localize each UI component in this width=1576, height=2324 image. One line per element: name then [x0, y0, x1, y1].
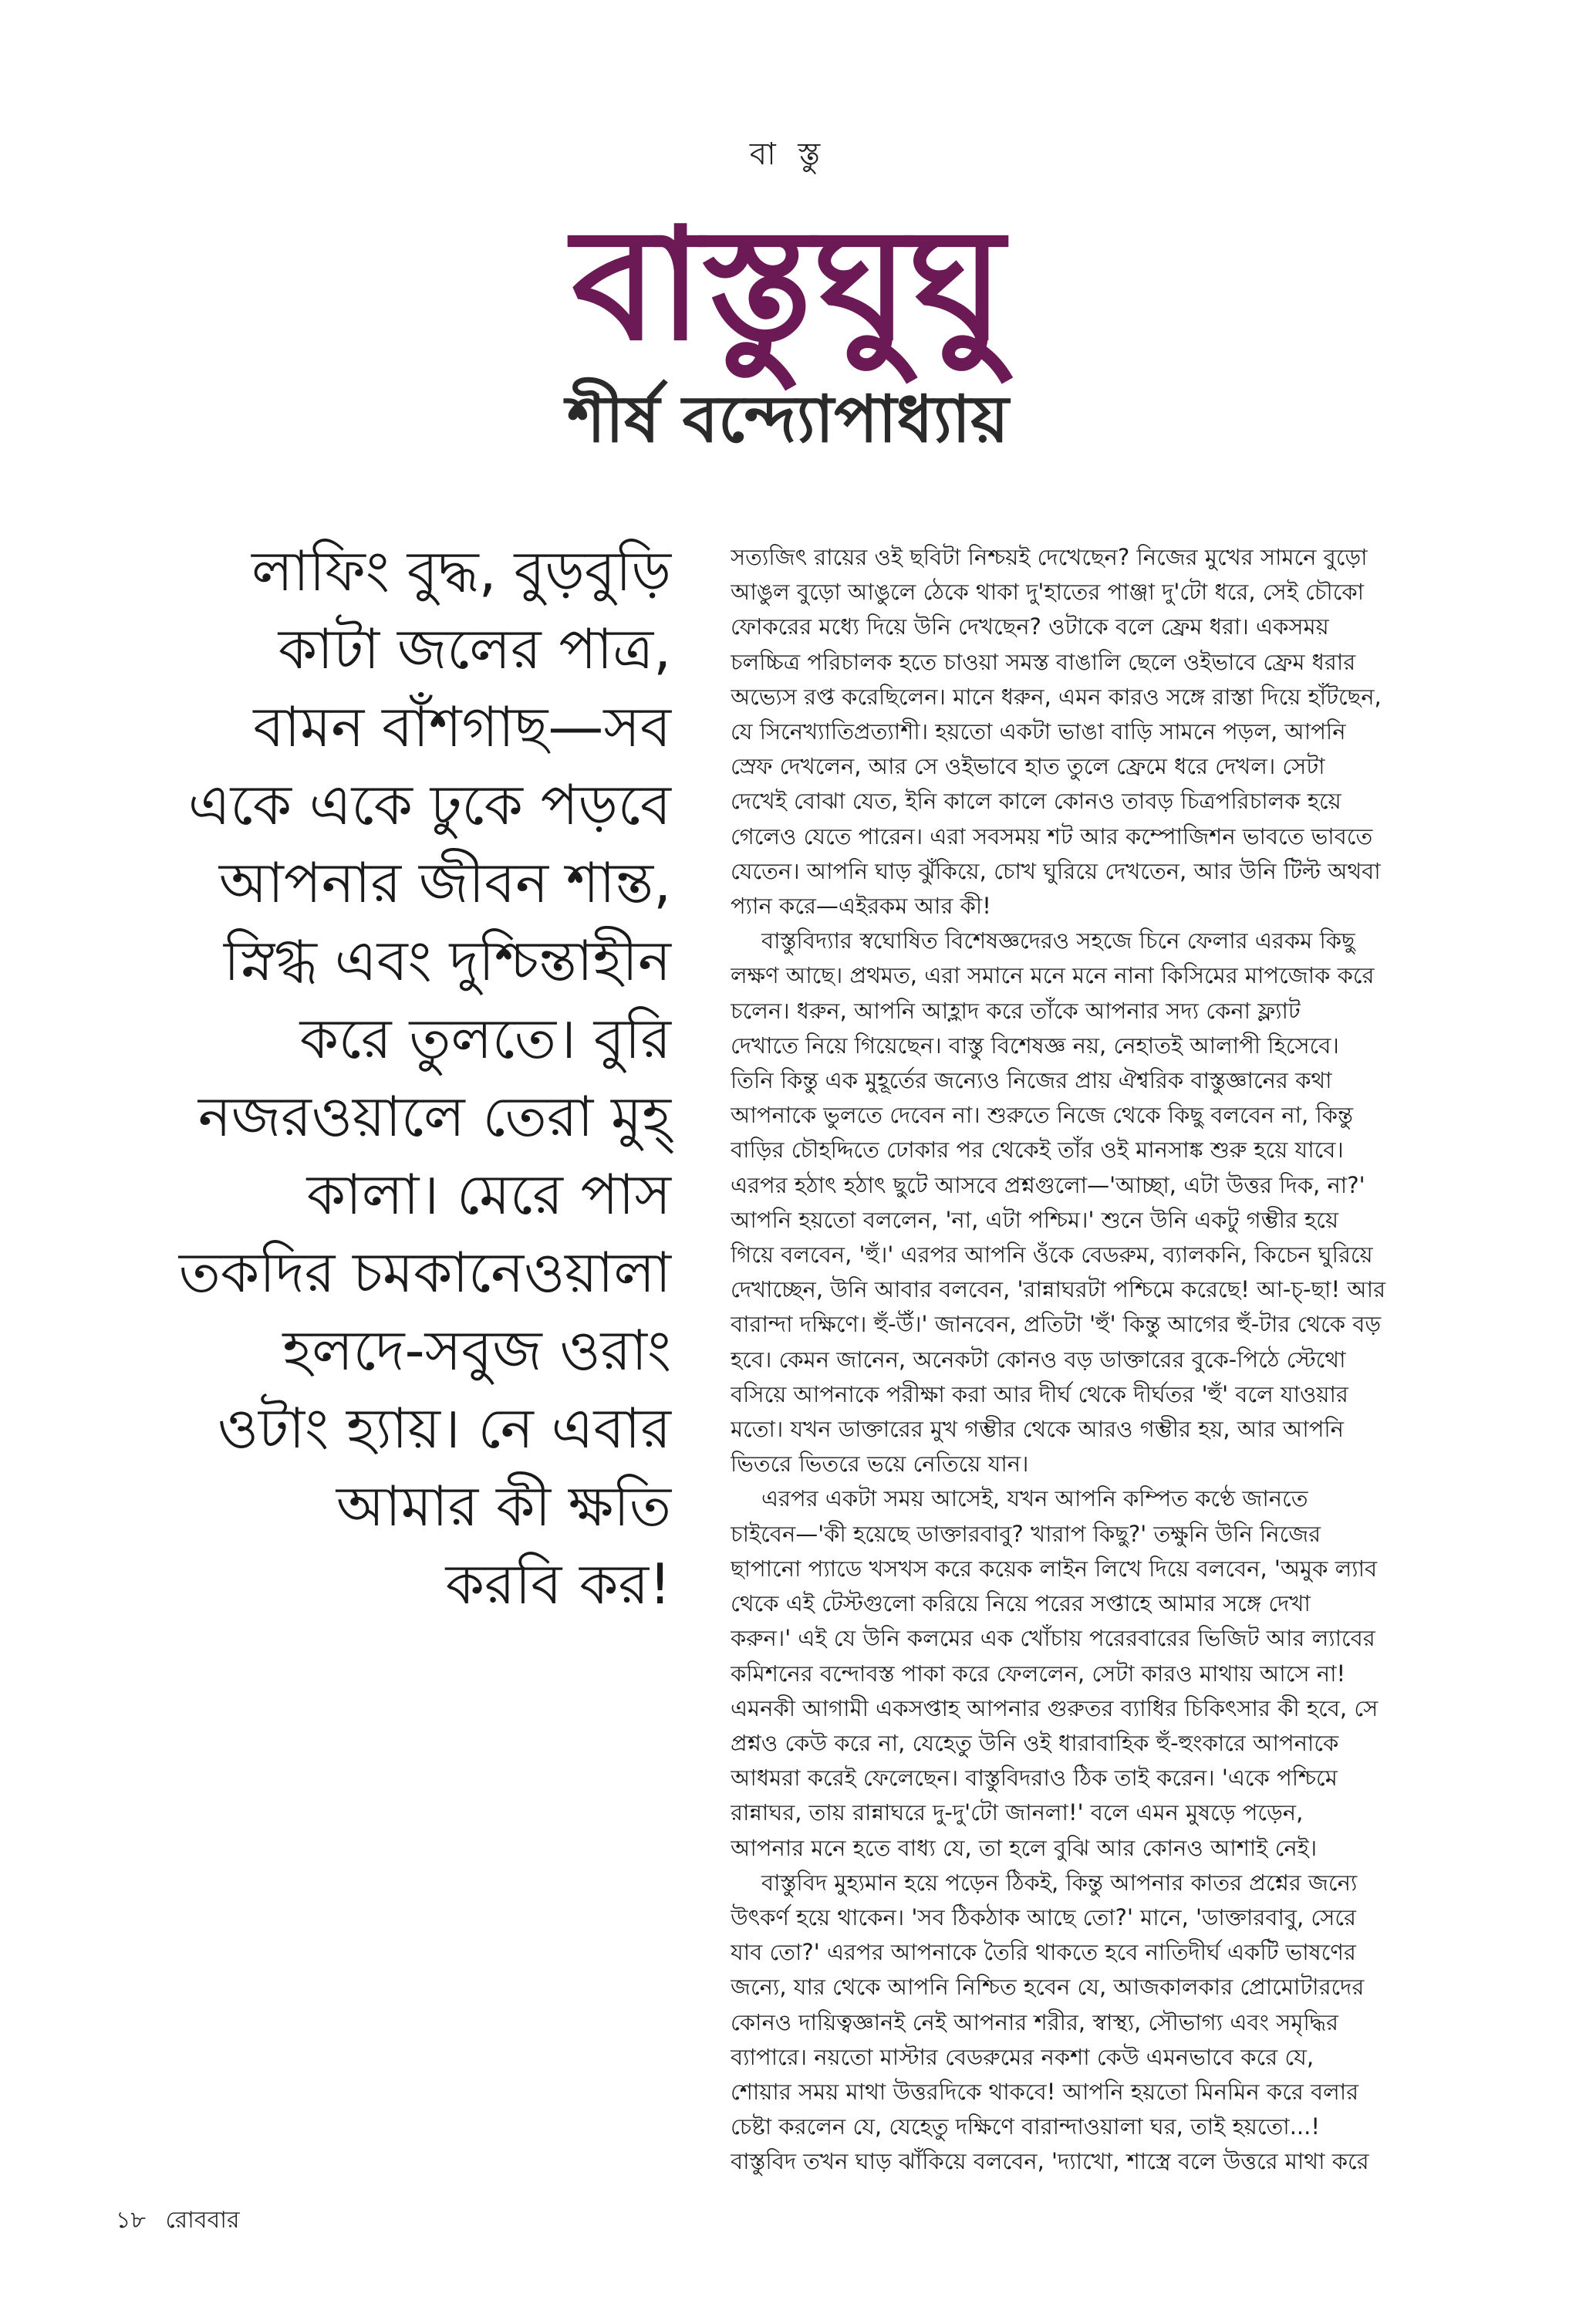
body-line: আপনি হয়তো বললেন, 'না, এটা পশ্চিম।' শুনে উনি একটু গম্ভীর হয়ে: [731, 1206, 1339, 1233]
body-line: মতো। যখন ডাক্তারের মুখ গম্ভীর থেকে আরও গম্ভীর হয়, আর আপনি: [731, 1416, 1344, 1443]
body-line: বসিয়ে আপনাকে পরীক্ষা করা আর দীর্ঘ থেকে দীর্ঘতর 'হুঁ' বলে যাওয়ার: [731, 1380, 1348, 1407]
body-line: এমনকী আগামী একসপ্তাহ আপনার গুরুতর ব্যাধির চিকিৎসার কী হবে, সে: [731, 1694, 1379, 1721]
body-line: দেখাতে নিয়ে গিয়েছেন। বাস্তু বিশেষজ্ঞ নয়, নেহাতই আলাপী হিসেবে।: [731, 1032, 1339, 1059]
body-line: ব্যাপারে। নয়তো মাস্টার বেডরুমের নকশা কেউ এমনভাবে করে যে,: [731, 2043, 1314, 2070]
body-line: চেষ্টা করলেন যে, যেহেতু দক্ষিণে বারান্দাওয়ালা ঘর, তাই হয়তো...!: [731, 2113, 1320, 2140]
body-line: করুন।' এই যে উনি কলমের এক খোঁচায় পরেরবারের ভিজিট আর ল্যাবের: [731, 1625, 1375, 1652]
pull-quote-line: করবি কর!: [445, 1552, 671, 1616]
section-label: বা স্তু: [749, 137, 827, 172]
pull-quote-line: ওটাং হ্যায়। নে এবার: [217, 1396, 671, 1461]
pull-quote-line: বামন বাঁশগাছ—সব: [253, 694, 671, 759]
article-title: বাস্তুঘুঘু: [572, 195, 1004, 375]
pull-quote-line: কাটা জলের পাত্র,: [278, 616, 671, 681]
body-line: বাস্তুবিদ তখন ঘাড় ঝাঁকিয়ে বলবেন, 'দ্যাখো, শাস্ত্রে বলে উত্তরে মাথা করে: [731, 2148, 1369, 2175]
paragraph-start-line: বাস্তুবিদ মুহ্যমান হয়ে পড়েন ঠিকই, কিন্তু আপনার কাতর প্রশ্নের জন্যে: [761, 1869, 1358, 1896]
body-line: কমিশনের বন্দোবস্ত পাকা করে ফেললেন, সেটা কারও মাথায় আসে না!: [731, 1660, 1346, 1687]
body-line: প্যান করে—এইরকম আর কী!: [731, 893, 991, 920]
author-byline: শীর্ষ বন্দ্যোপাধ্যায়: [567, 381, 1009, 457]
body-line: রান্নাঘর, তায় রান্নাঘরে দু-দু'টো জানলা!' বলে এমন মুষড়ে পড়েন,: [731, 1799, 1304, 1826]
body-line: থেকে এই টেস্টগুলো করিয়ে নিয়ে পরের সপ্তাহে আমার সঙ্গে দেখা: [731, 1590, 1311, 1617]
body-line: শোয়ার সময় মাথা উত্তরদিকে থাকবে! আপনি হয়তো মিনমিন করে বলার: [731, 2078, 1359, 2105]
pull-quote-line: একে একে ঢুকে পড়বে: [187, 772, 671, 837]
body-line: যে সিনেখ্যাতিপ্রত্যাশী। হয়তো একটা ভাঙা বাড়ি সামনে পড়ল, আপনি: [731, 718, 1346, 745]
paragraph-start-line: বাস্তুবিদ্যার স্বঘোষিত বিশেষজ্ঞদেরও সহজে চিনে ফেলার এরকম কিছু: [761, 927, 1355, 954]
body-line: ফোকরের মধ্যে দিয়ে উনি দেখছেন? ওটাকে বলে ফ্রেম ধরা। একসময়: [731, 613, 1329, 640]
pull-quote-line: করে তুলতে। বুরি: [299, 1006, 671, 1071]
body-line: চলেন। ধরুন, আপনি আহ্লাদ করে তাঁকে আপনার সদ্য কেনা ফ্ল্যাট: [731, 997, 1301, 1024]
body-line: চলচ্চিত্র পরিচালক হতে চাওয়া সমস্ত বাঙালি ছেলে ওইভাবে ফ্রেম ধরার: [731, 648, 1356, 675]
pull-quote-line: স্নিগ্ধ এবং দুশ্চিন্তাহীন: [223, 928, 671, 993]
paragraph-start-line: এরপর একটা সময় আসেই, যখন আপনি কম্পিত কণ্ঠে জানতে: [761, 1485, 1308, 1512]
body-line: যেতেন। আপনি ঘাড় ঝুঁকিয়ে, চোখ ঘুরিয়ে দেখতেন, আর উনি টিল্ট অথবা: [731, 857, 1381, 884]
pull-quote-line: আমার কী ক্ষতি: [336, 1474, 671, 1539]
body-line: স্রেফ দেখলেন, আর সে ওইভাবে হাত তুলে ফ্রেমে ধরে দেখল। সেটা: [731, 753, 1325, 780]
body-line: বাড়ির চৌহদ্দিতে ঢোকার পর থেকেই তাঁর ওই মানসাঙ্ক শুরু হয়ে যাবে।: [731, 1137, 1344, 1164]
pull-quote-line: কালা। মেরে পাস: [306, 1162, 671, 1227]
body-line: জন্যে, যার থেকে আপনি নিশ্চিত হবেন যে, আজকালকার প্রোমোটারদের: [731, 1974, 1365, 2001]
publication-name: রোববার: [165, 2207, 240, 2234]
body-line: দেখেই বোঝা যেত, ইনি কালে কালে কোনও তাবড় চিত্রপরিচালক হয়ে: [731, 788, 1341, 815]
pull-quote-line: তকদির চমকানেওয়ালা: [178, 1240, 671, 1305]
body-line: আপনার মনে হতে বাধ্য যে, তা হলে বুঝি আর কোনও আশাই নেই।: [731, 1834, 1318, 1861]
body-line: এরপর হঠাৎ হঠাৎ ছুটে আসবে প্রশ্নগুলো—'আচ্ছা, এটা উত্তর দিক, না?': [731, 1171, 1365, 1198]
body-line: প্রশ্নও কেউ করে না, যেহেতু উনি ওই ধারাবাহিক হুঁ-হুংকারে আপনাকে: [731, 1729, 1339, 1756]
body-line: অভ্যেস রপ্ত করেছিলেন। মানে ধরুন, এমন কারও সঙ্গে রাস্তা দিয়ে হাঁটছেন,: [731, 683, 1382, 710]
body-line: হবে। কেমন জানেন, অনেকটা কোনও বড় ডাক্তারের বুকে-পিঠে স্টেথো: [731, 1346, 1346, 1373]
body-line: চাইবেন—'কী হয়েছে ডাক্তারবাবু? খারাপ কিছু?' তক্ষুনি উনি নিজের: [731, 1520, 1321, 1547]
body-line: তিনি কিন্তু এক মুহূর্তের জন্যেও নিজের প্রায় ঐশ্বরিক বাস্তুজ্ঞানের কথা: [731, 1067, 1332, 1094]
body-line: আঙুল বুড়ো আঙুলে ঠেকে থাকা দু'হাতের পাঞ্জা দু'টো ধরে, সেই চৌকো: [731, 579, 1365, 606]
body-line: ছাপানো প্যাডে খসখস করে কয়েক লাইন লিখে দিয়ে বলবেন, 'অমুক ল্যাব: [731, 1555, 1378, 1582]
body-line: যাব তো?' এরপর আপনাকে তৈরি থাকতে হবে নাতিদীর্ঘ একটি ভাষণের: [731, 1939, 1356, 1966]
body-line: উৎকর্ণ হয়ে থাকেন। 'সব ঠিকঠাক আছে তো?' মানে, 'ডাক্তারবাবু, সেরে: [731, 1903, 1356, 1930]
body-line: বারান্দা দক্ষিণে। হুঁ-উঁ।' জানবেন, প্রতিটা 'হুঁ' কিন্তু আগের হুঁ-টার থেকে বড়: [731, 1311, 1382, 1338]
pull-quote-line: আপনার জীবন শান্ত,: [218, 850, 671, 915]
body-line: ভিতরে ভিতরে ভয়ে নেতিয়ে যান।: [731, 1451, 1029, 1478]
body-line: গেলেও যেতে পারেন। এরা সবসময় শট আর কম্পোজিশন ভাবতে ভাবতে: [731, 823, 1373, 850]
page-footer: [116, 2201, 239, 2241]
body-line: গিয়ে বলবেন, 'হুঁ।' এরপর আপনি ওঁকে বেডরুম, ব্যালকনি, কিচেন ঘুরিয়ে: [731, 1241, 1373, 1268]
body-line: আধমরা করেই ফেলেছেন। বাস্তুবিদরাও ঠিক তাই করেন। 'একে পশ্চিমে: [731, 1765, 1338, 1792]
pull-quote: [116, 532, 671, 1623]
pull-quote-line: লাফিং বুদ্ধ, বুড়বুড়ি: [251, 539, 671, 603]
pull-quote-line: হলদে-সবুজ ওরাং: [282, 1318, 671, 1383]
body-line: দেখাচ্ছেন, উনি আবার বলবেন, 'রান্নাঘরটা পশ্চিমে করেছে! আ-চ্-ছা! আর: [731, 1276, 1386, 1303]
body-line: সত্যজিৎ রায়ের ওই ছবিটা নিশ্চয়ই দেখেছেন? নিজের মুখের সামনে বুড়ো: [731, 544, 1368, 570]
pull-quote-line: নজরওয়ালে তেরা মুহ্: [197, 1084, 671, 1149]
article-body: [731, 540, 1440, 2180]
body-line: লক্ষণ আছে। প্রথমত, এরা সমানে মনে মনে নানা কিসিমের মাপজোক করে: [731, 962, 1375, 989]
page-number: ১৮: [116, 2207, 146, 2234]
body-line: আপনাকে ভুলতে দেবেন না। শুরুতে নিজে থেকে কিছু বলবেন না, কিন্তু: [731, 1102, 1354, 1129]
body-line: কোনও দায়িত্বজ্ঞানই নেই আপনার শরীর, স্বাস্থ্য, সৌভাগ্য এবং সমৃদ্ধির: [731, 2008, 1338, 2035]
